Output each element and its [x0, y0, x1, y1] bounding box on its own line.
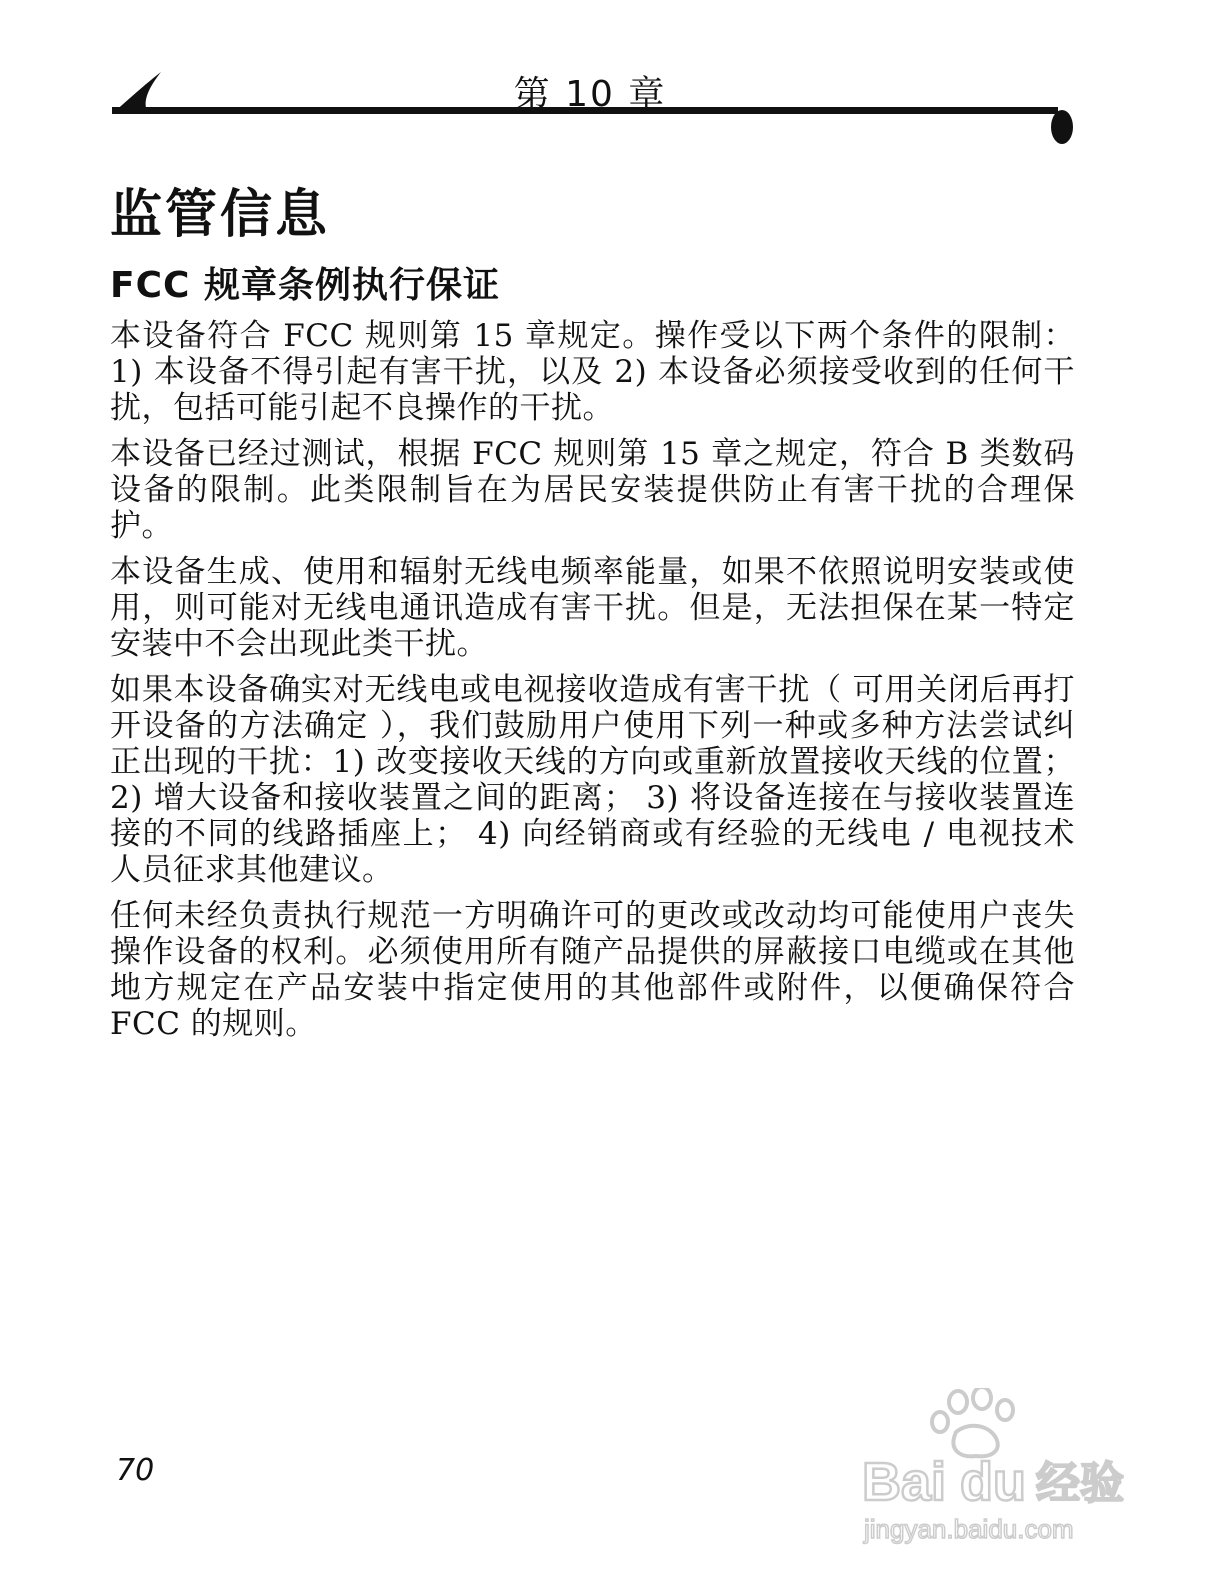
watermark-url: jingyan.baidu.com [864, 1514, 1074, 1544]
paw-icon [932, 1388, 1013, 1456]
paragraph-modifications: 任何未经负责执行规范一方明确许可的更改或改动均可能使用户丧失操作设备的权利。必须使用所有随产品提供的屏蔽接口电缆或在其他地方规定在产品安装中指定使用的其他部件或附件，以便确保符合 FCC 的规则。 [110, 898, 1075, 1042]
watermark-brand-cn: 经验 [1036, 1458, 1124, 1509]
page-number: 70 [116, 1453, 155, 1488]
body-text [110, 318, 1075, 1052]
paragraph-radio-energy: 本设备生成、使用和辐射无线电频率能量，如果不依照说明安装或使用，则可能对无线电通讯造成有害干扰。但是，无法担保在某一特定安装中不会出现此类干扰。 [110, 554, 1075, 662]
paragraph-remedies: 如果本设备确实对无线电或电视接收造成有害干扰（ 可用关闭后再打开设备的方法确定 ），我们鼓励用户使用下列一种或多种方法尝试纠正出现的干扰：1) 改变接收天线的方向或重新放置接收天线的位置； 2) 增大设备和接收装置之间的距离； 3) 将设备连接在与接收装置连接的不同的线路插座上； 4) 向经销商或有经验的无线电 / 电视技术人员征求其他建议。 [110, 672, 1075, 888]
paragraph-testing: 本设备已经过测试，根据 FCC 规则第 15 章之规定，符合 B 类数码设备的限制。此类限制旨在为居民安装提供防止有害干扰的合理保护。 [110, 436, 1075, 544]
chapter-header [0, 0, 1224, 160]
page-title: 监管信息 [110, 185, 331, 245]
section-heading: FCC 规章条例执行保证 [110, 265, 500, 306]
paragraph-compliance: 本设备符合 FCC 规则第 15 章规定。操作受以下两个条件的限制：1) 本设备不得引起有害干扰，以及 2) 本设备必须接受收到的任何干扰，包括可能引起不良操作的干扰。 [110, 318, 1075, 426]
watermark-brand: Bai [862, 1452, 947, 1512]
chapter-label: 第 10 章 [513, 74, 667, 115]
baidu-watermark-logo [860, 1388, 1150, 1548]
watermark-brand-du: du [960, 1452, 1026, 1512]
header-end-dot [1051, 110, 1073, 144]
